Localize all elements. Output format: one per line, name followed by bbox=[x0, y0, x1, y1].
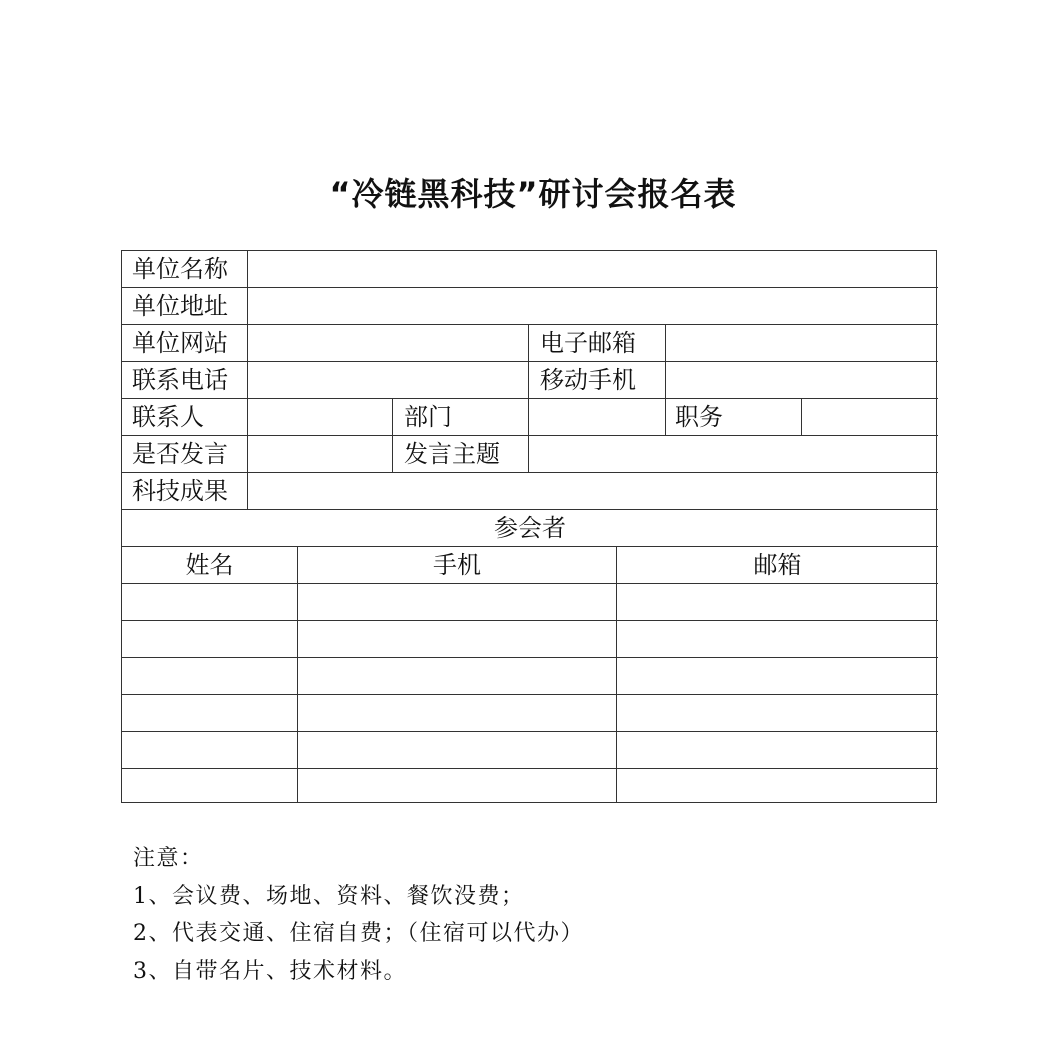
unit-website-label: 单位网站 bbox=[132, 329, 228, 357]
attendee-name-cell[interactable] bbox=[122, 769, 297, 803]
contact-field[interactable] bbox=[248, 399, 392, 435]
attendee-email-cell[interactable] bbox=[617, 769, 938, 803]
attendee-name-cell[interactable] bbox=[122, 695, 297, 731]
unit-address-field[interactable] bbox=[248, 288, 938, 324]
attendee-email-cell[interactable] bbox=[617, 621, 938, 657]
column-header-email: 邮箱 bbox=[753, 551, 802, 579]
email-label: 电子邮箱 bbox=[540, 329, 636, 357]
column-divider bbox=[392, 398, 393, 472]
notes-item: 2、代表交通、住宿自费；（住宿可以代办） bbox=[133, 921, 584, 946]
column-header-name: 姓名 bbox=[185, 551, 234, 579]
registration-form bbox=[121, 250, 937, 803]
phone-label: 联系电话 bbox=[132, 366, 228, 394]
unit-address-label: 单位地址 bbox=[132, 292, 228, 320]
email-field[interactable] bbox=[666, 325, 938, 361]
notes-heading: 注意： bbox=[133, 846, 204, 871]
column-header-mobile: 手机 bbox=[433, 551, 481, 579]
attendee-mobile-cell[interactable] bbox=[298, 695, 616, 731]
notes-item: 1、会议费、场地、资料、餐饮没费； bbox=[133, 883, 525, 909]
attendee-mobile-cell[interactable] bbox=[298, 732, 616, 768]
position-field[interactable] bbox=[802, 399, 938, 435]
position-label: 职务 bbox=[675, 403, 723, 431]
mobile-label: 移动手机 bbox=[540, 366, 636, 394]
unit-website-field[interactable] bbox=[248, 325, 528, 361]
attendee-email-cell[interactable] bbox=[617, 584, 938, 620]
speak-label: 是否发言 bbox=[132, 440, 228, 468]
speak-topic-field[interactable] bbox=[529, 436, 938, 472]
tech-result-label: 科技成果 bbox=[132, 477, 228, 505]
attendee-name-cell[interactable] bbox=[122, 732, 297, 768]
phone-field[interactable] bbox=[248, 362, 528, 398]
attendee-mobile-cell[interactable] bbox=[298, 621, 616, 657]
attendee-email-cell[interactable] bbox=[617, 732, 938, 768]
attendee-name-cell[interactable] bbox=[122, 621, 297, 657]
mobile-field[interactable] bbox=[666, 362, 938, 398]
attendee-email-cell[interactable] bbox=[617, 695, 938, 731]
tech-result-field[interactable] bbox=[248, 473, 938, 509]
department-field[interactable] bbox=[529, 399, 665, 435]
speak-topic-label: 发言主题 bbox=[404, 440, 500, 468]
attendee-mobile-cell[interactable] bbox=[298, 584, 616, 620]
attendees-header: 参会者 bbox=[494, 514, 566, 542]
attendee-name-cell[interactable] bbox=[122, 658, 297, 694]
form-title: “冷链黑科技”研讨会报名表 bbox=[329, 175, 737, 213]
attendee-mobile-cell[interactable] bbox=[298, 658, 616, 694]
unit-name-field[interactable] bbox=[248, 251, 938, 287]
notes-item: 3、自带名片、技术材料。 bbox=[133, 958, 407, 984]
attendee-name-cell[interactable] bbox=[122, 584, 297, 620]
attendee-mobile-cell[interactable] bbox=[298, 769, 616, 803]
attendee-email-cell[interactable] bbox=[617, 658, 938, 694]
contact-label: 联系人 bbox=[132, 403, 204, 431]
speak-field[interactable] bbox=[248, 436, 392, 472]
department-label: 部门 bbox=[404, 403, 452, 431]
notes-section bbox=[133, 840, 584, 990]
column-divider bbox=[665, 398, 666, 435]
unit-name-label: 单位名称 bbox=[132, 255, 228, 283]
